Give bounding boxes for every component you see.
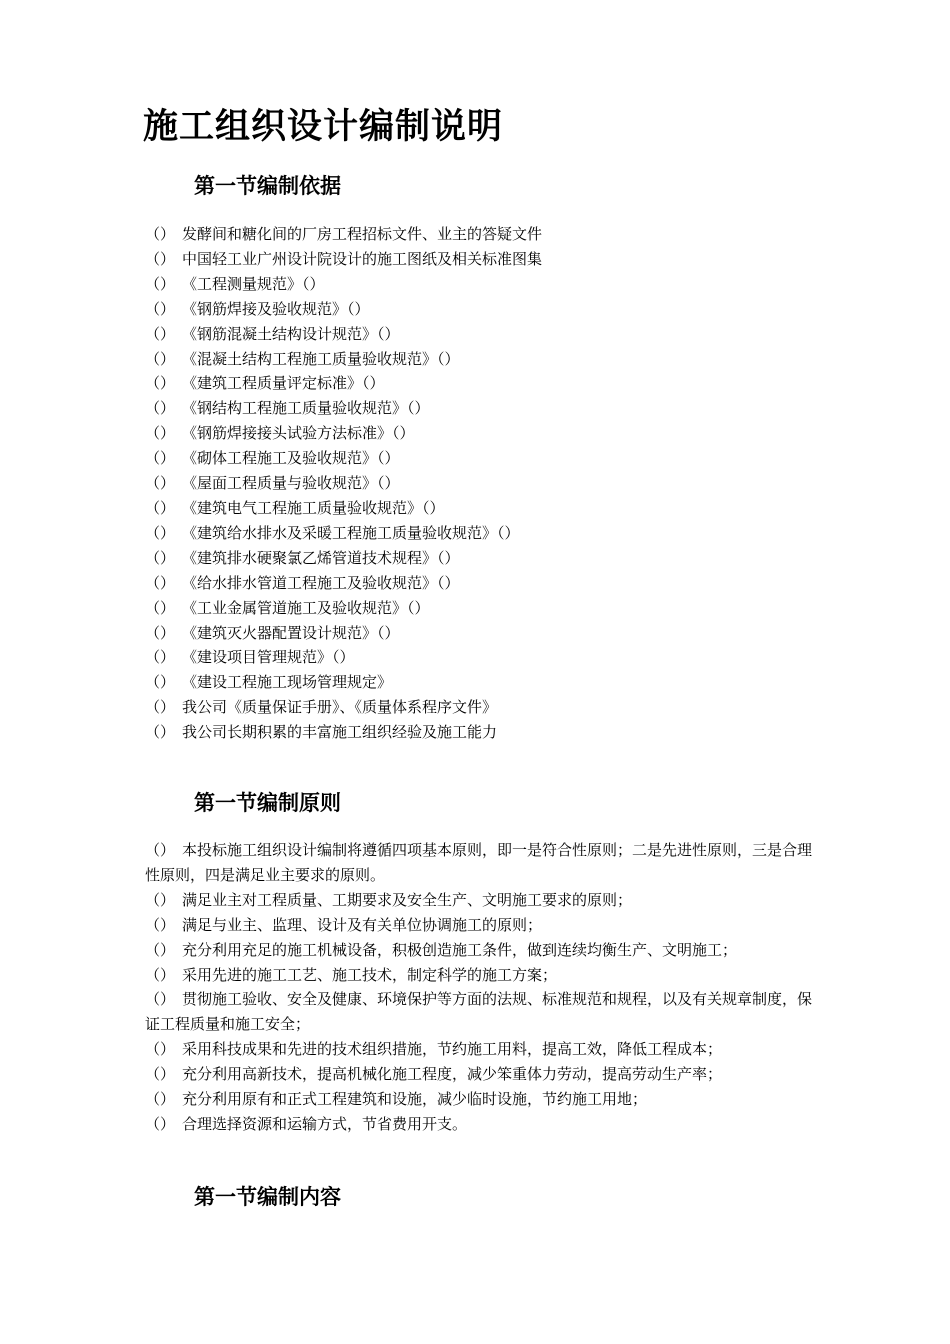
item-marker: （） xyxy=(145,573,176,592)
item-marker: （） xyxy=(145,249,176,268)
item-text: 中国轻工业广州设计院设计的施工图纸及相关标准图集 xyxy=(182,249,543,268)
item-text: 采用先进的施工工艺、施工技术，制定科学的施工方案； xyxy=(182,965,558,984)
list-item xyxy=(145,670,825,695)
list-item xyxy=(145,645,825,670)
item-text: 《建筑给水排水及采暖工程施工质量验收规范》（） xyxy=(182,523,520,542)
list-item xyxy=(145,1112,825,1137)
item-marker: （） xyxy=(145,374,176,393)
list-item xyxy=(145,913,825,938)
item-text: 《钢筋焊接接头试验方法标准》（） xyxy=(182,424,415,443)
item-text: 《建筑电气工程施工质量验收规范》（） xyxy=(182,498,445,517)
item-marker: （） xyxy=(145,940,176,959)
section-heading-principles: 第一节编制原则 xyxy=(194,790,341,815)
item-text: 《建设项目管理规范》（） xyxy=(182,648,355,667)
item-marker: （） xyxy=(145,225,176,243)
list-item xyxy=(145,695,825,720)
list-item xyxy=(145,888,825,913)
item-text: 贯彻施工验收、安全及健康、环境保护等方面的法规、标准规范和规程，以及有关规章制度，保证工程质量和施工安全； xyxy=(145,990,813,1034)
item-marker: （） xyxy=(145,1040,176,1059)
section-heading-contents: 第一节编制内容 xyxy=(194,1184,341,1209)
list-item xyxy=(145,720,825,745)
list-item xyxy=(145,247,825,272)
item-marker: （） xyxy=(145,548,176,567)
list-item xyxy=(145,371,825,396)
list-item xyxy=(145,1037,825,1062)
item-marker: （） xyxy=(145,1090,176,1109)
list-item xyxy=(145,938,825,963)
item-text: 满足业主对工程质量、工期要求及安全生产、文明施工要求的原则； xyxy=(182,890,633,909)
item-text: 我公司《质量保证手册》、《质量体系程序文件》 xyxy=(182,698,498,717)
item-marker: （） xyxy=(145,1114,176,1133)
list-item xyxy=(145,1062,825,1087)
item-marker: （） xyxy=(145,274,176,293)
list-item xyxy=(145,222,825,247)
list-item xyxy=(145,963,825,988)
item-text: 《建筑排水硬聚氯乙烯管道技术规程》（） xyxy=(182,548,460,567)
item-marker: （） xyxy=(145,915,176,934)
item-marker: （） xyxy=(145,498,176,517)
list-item xyxy=(145,347,825,372)
item-marker: （） xyxy=(145,890,176,909)
list-item xyxy=(145,621,825,646)
item-marker: （） xyxy=(145,474,176,493)
item-text: 《钢结构工程施工质量验收规范》（） xyxy=(182,399,430,418)
list-item xyxy=(145,297,825,322)
list-item xyxy=(145,496,825,521)
item-text: 《建设工程施工现场管理规定》 xyxy=(182,673,393,692)
item-text: 充分利用高新技术，提高机械化施工程度，减少笨重体力劳动，提高劳动生产率； xyxy=(182,1065,723,1084)
list-item xyxy=(145,322,825,347)
item-text: 《给水排水管道工程施工及验收规范》（） xyxy=(182,573,460,592)
document-title: 施工组织设计编制说明 xyxy=(143,106,504,147)
list-item xyxy=(145,272,825,297)
item-text: 采用科技成果和先进的技术组织措施，节约施工用料，提高工效，降低工程成本； xyxy=(182,1040,723,1059)
list-item xyxy=(145,521,825,546)
list-item xyxy=(145,596,825,621)
list-item xyxy=(145,838,825,888)
list-item xyxy=(145,421,825,446)
section-heading-basis: 第一节编制依据 xyxy=(194,173,341,198)
item-text: 《建筑工程质量评定标准》（） xyxy=(182,374,385,393)
item-marker: （） xyxy=(145,965,176,984)
item-marker: （） xyxy=(145,623,176,642)
list-item xyxy=(145,1087,825,1112)
item-marker: （） xyxy=(145,399,176,418)
item-text: 《混凝土结构工程施工质量验收规范》（） xyxy=(182,349,460,368)
item-text: 《屋面工程质量与验收规范》（） xyxy=(182,474,400,493)
list-item xyxy=(145,571,825,596)
item-marker: （） xyxy=(145,523,176,542)
item-text: 发酵间和糖化间的厂房工程招标文件、业主的答疑文件 xyxy=(182,225,543,243)
item-marker: （） xyxy=(145,723,176,742)
list-item xyxy=(145,471,825,496)
item-text: 《砌体工程施工及验收规范》（） xyxy=(182,449,400,468)
item-text: 《工业金属管道施工及验收规范》（） xyxy=(182,598,430,617)
item-marker: （） xyxy=(145,1065,176,1084)
item-marker: （） xyxy=(145,841,176,859)
list-item xyxy=(145,546,825,571)
item-marker: （） xyxy=(145,449,176,468)
item-marker: （） xyxy=(145,648,176,667)
item-text: 《工程测量规范》（） xyxy=(182,274,325,293)
item-text: 满足与业主、监理、设计及有关单位协调施工的原则； xyxy=(182,915,543,934)
item-marker: （） xyxy=(145,990,176,1009)
principles-list xyxy=(145,838,825,1137)
item-marker: （） xyxy=(145,598,176,617)
item-marker: （） xyxy=(145,673,176,692)
item-marker: （） xyxy=(145,349,176,368)
item-text: 充分利用充足的施工机械设备，积极创造施工条件，做到连续均衡生产、文明施工； xyxy=(182,940,738,959)
basis-list xyxy=(145,222,825,745)
list-item xyxy=(145,396,825,421)
item-text: 《钢筋焊接及验收规范》（） xyxy=(182,299,370,318)
list-item xyxy=(145,446,825,471)
item-text: 合理选择资源和运输方式，节省费用开支。 xyxy=(182,1114,468,1133)
item-text: 本投标施工组织设计编制将遵循四项基本原则，即一是符合性原则；二是先进性原则，三是合理性原则，四是满足业主要求的原则。 xyxy=(145,841,813,884)
item-marker: （） xyxy=(145,299,176,318)
item-marker: （） xyxy=(145,698,176,717)
item-text: 《建筑灭火器配置设计规范》（） xyxy=(182,623,400,642)
list-item xyxy=(145,987,825,1037)
item-marker: （） xyxy=(145,324,176,343)
item-text: 《钢筋混凝土结构设计规范》（） xyxy=(182,324,400,343)
item-marker: （） xyxy=(145,424,176,443)
item-text: 我公司长期积累的丰富施工组织经验及施工能力 xyxy=(182,723,498,742)
item-text: 充分利用原有和正式工程建筑和设施，减少临时设施，节约施工用地； xyxy=(182,1090,648,1109)
